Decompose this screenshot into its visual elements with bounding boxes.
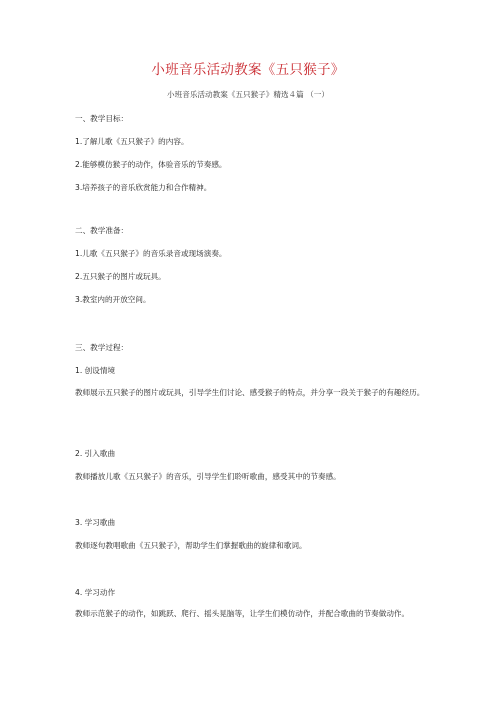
goal-item: 2.能够模仿猴子的动作，体验音乐的节奏感。 <box>75 160 227 169</box>
step-title: 3. 学习歌曲 <box>75 518 116 527</box>
step-text: 教师展示五只猴子的图片或玩具，引导学生们讨论、感受猴子的特点，并分享一段关于猴子的有趣经历。 <box>75 388 425 397</box>
document-title: 小班音乐活动教案《五只猴子》 <box>151 62 345 78</box>
step-text: 教师逐句教唱歌曲《五只猴子》，帮助学生们掌握歌曲的旋律和歌词。 <box>75 541 307 550</box>
step-title: 1. 创设情境 <box>75 366 116 375</box>
document-subtitle: 小班音乐活动教案《五只猴子》精选４篇 （一） <box>167 90 329 99</box>
goal-item: 3.培养孩子的音乐欣赏能力和合作精神。 <box>75 183 212 192</box>
step-text: 教师示范猴子的动作，如跳跃、爬行、摇头晃脑等，让学生们模仿动作，并配合歌曲的节奏做动作。 <box>75 609 410 618</box>
section-heading-goals: 一、教学目标： <box>75 114 129 123</box>
goal-item: 1.了解儿歌《五只猴子》的内容。 <box>75 137 189 146</box>
section-heading-process: 三、教学过程： <box>75 343 129 352</box>
preparation-item: 1.儿歌《五只猴子》的音乐录音或现场演奏。 <box>75 249 227 258</box>
step-title: 4. 学习动作 <box>75 588 116 597</box>
preparation-item: 3.教室内的开放空间。 <box>75 295 151 304</box>
preparation-item: 2.五只猴子的图片或玩具。 <box>75 272 166 281</box>
section-heading-preparation: 二、教学准备： <box>75 226 129 235</box>
step-title: 2. 引入歌曲 <box>75 449 116 458</box>
step-text: 教师播放儿歌《五只猴子》的音乐，引导学生们聆听歌曲，感受其中的节奏感。 <box>75 472 341 481</box>
